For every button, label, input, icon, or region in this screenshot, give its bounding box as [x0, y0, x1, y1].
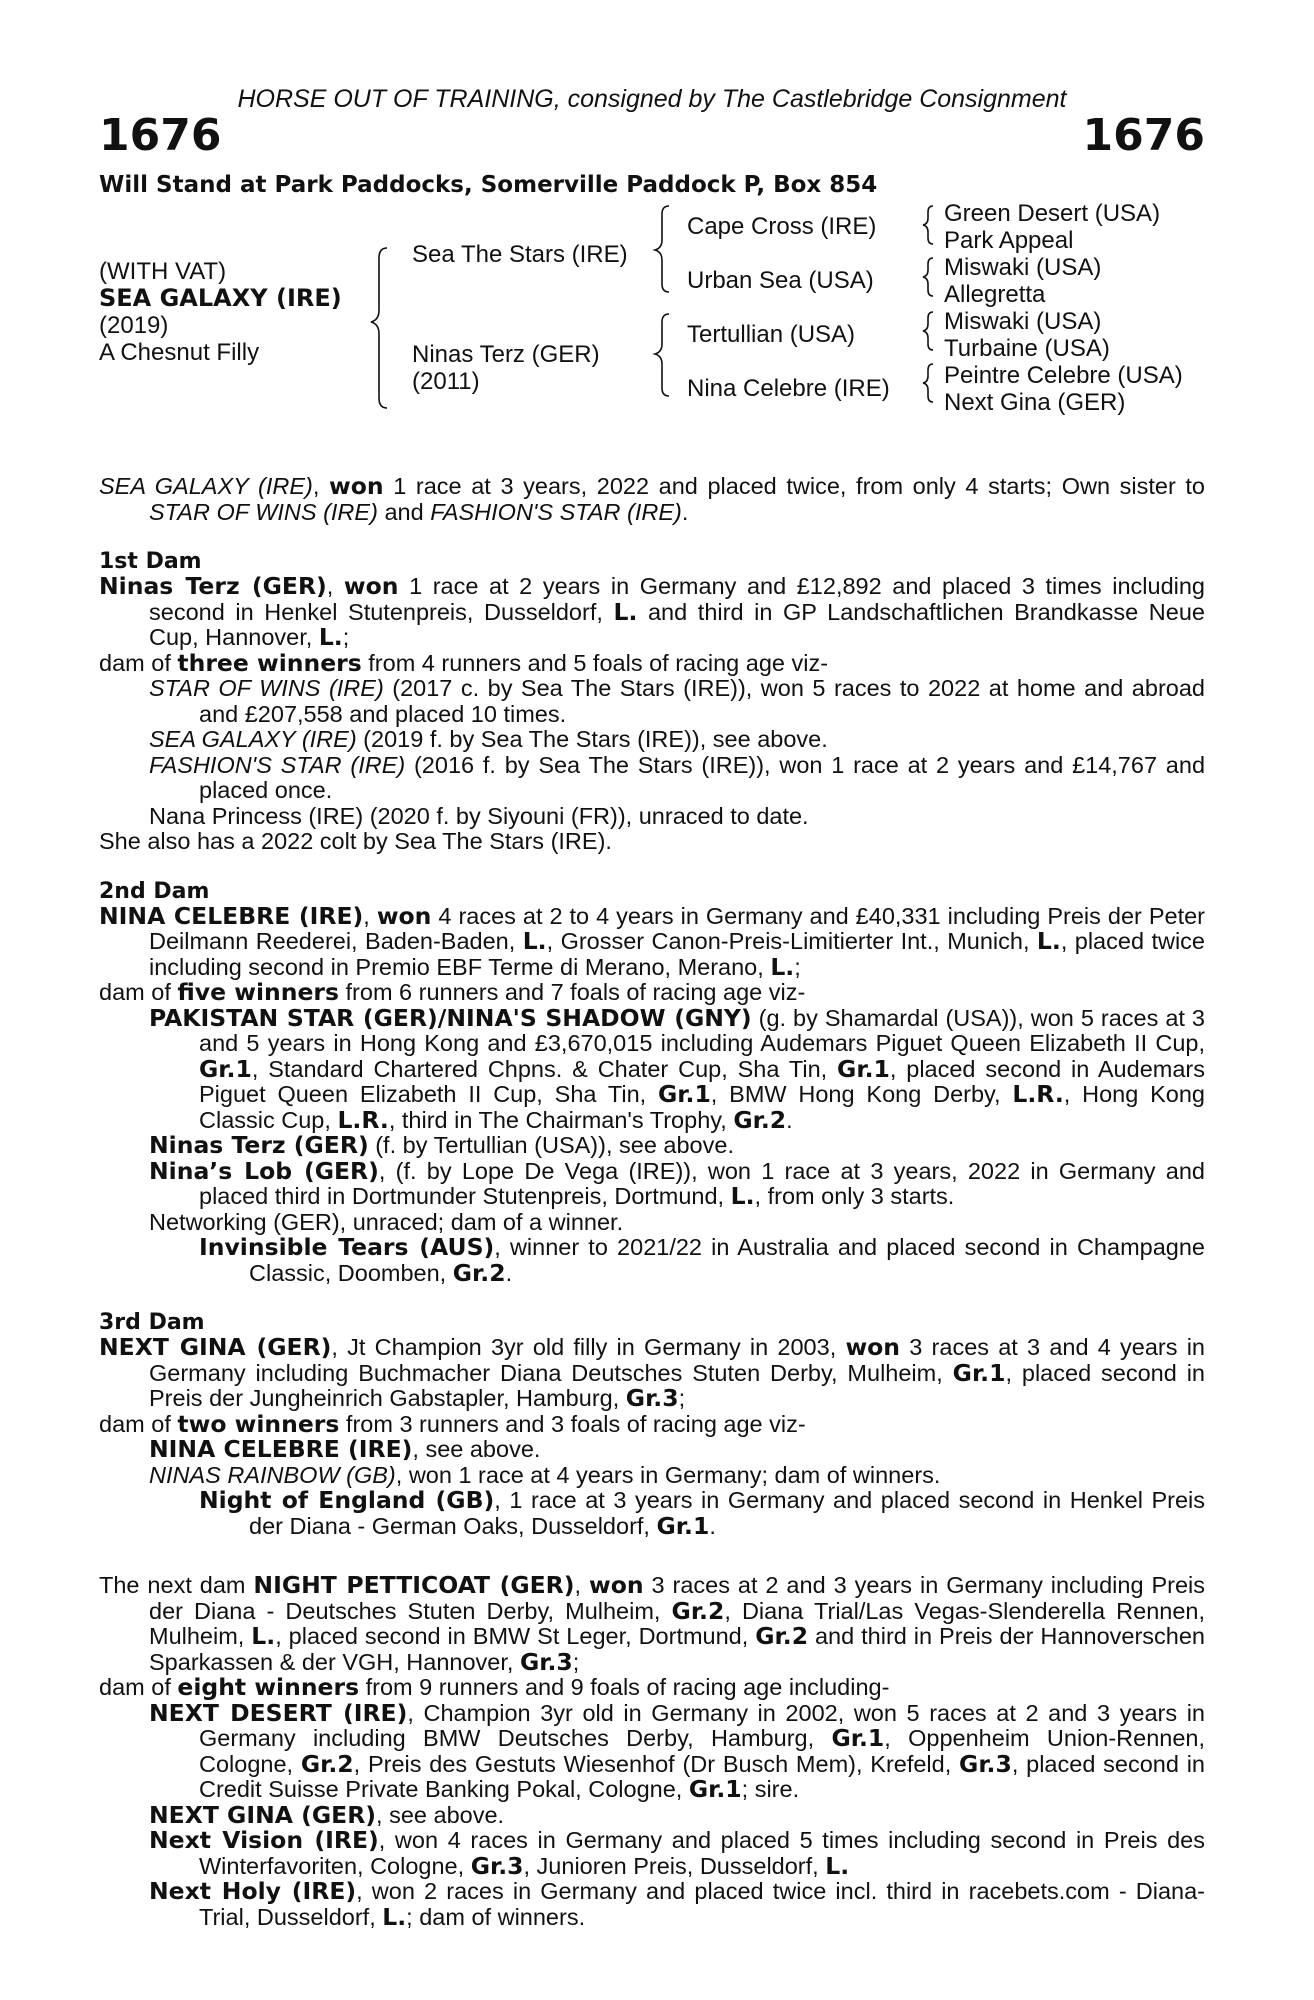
group-label: Gr.3: [519, 1647, 573, 1676]
produce-text: , placed second in Audemars Piguet Queen Elizabeth II Cup, Sha Tin,: [199, 1055, 1205, 1107]
second-dam-name: NINA CELEBRE (IRE): [99, 901, 364, 930]
produce-name: Next Vision (IRE): [149, 1826, 379, 1854]
stand-location: Will Stand at Park Paddocks, Somerville Paddock P, Box 854: [99, 172, 878, 198]
gg-6: Turbaine (USA): [944, 335, 1110, 362]
group-label: Gr.2: [300, 1749, 354, 1778]
record-text: 4 races at 2 to 4 years in Germany and £40,331 including Preis der Peter Deilmann Reederei, Baden-Baden,: [149, 902, 1205, 954]
produce-text: (f. by Tertullian (USA)), see above.: [368, 1132, 734, 1158]
produce-name: Ninas Terz (GER): [149, 1131, 369, 1159]
produce-text: , placed second in Credit Suisse Private Banking Pokal, Cologne,: [199, 1750, 1205, 1802]
gg-1: Green Desert (USA): [944, 200, 1161, 227]
produce-text: , Hong Kong Classic Cup,: [199, 1081, 1205, 1133]
produce-entry: [99, 1879, 1205, 1930]
listed-label: L.: [522, 927, 547, 955]
produce-text: , Standard Chartered Chpns. & Chater Cup, Sha Tin,: [251, 1055, 838, 1082]
dam: Ninas Terz (GER): [412, 341, 600, 368]
produce-name: Nina’s Lob (GER): [149, 1156, 379, 1185]
first-dam-name: Ninas Terz (GER): [99, 572, 327, 600]
consignment-line: HORSE OUT OF TRAINING, consigned by The Castlebridge Consignment: [237, 85, 1067, 113]
group-label: Gr.2: [733, 1105, 787, 1134]
produce-text: , 1 race at 3 years in Germany and placed second in Henkel Preis der Diana - German Oaks, Dusseldorf,: [249, 1487, 1206, 1539]
produce-text: , see above.: [376, 1801, 505, 1828]
produce-text: ; dam of winners.: [406, 1903, 586, 1930]
produce-text: (2016 f. by Sea The Stars (IRE)), won 1 race at 2 years and £14,767 and placed once.: [199, 751, 1206, 803]
lot-number-left: 1676: [99, 110, 222, 161]
record-text: dam of: [99, 979, 178, 1005]
record-text: from 3 runners and 3 foals of racing age viz-: [339, 1410, 806, 1437]
record-text: 1 race at 2 years in Germany and £12,892 and placed 3 times including second in Henkel Stutenpreis, Dusseldorf,: [149, 573, 1205, 625]
produce-text: ; sire.: [741, 1776, 800, 1802]
group-label: Gr.1: [688, 1775, 742, 1803]
listed-label: L.: [613, 597, 638, 626]
third-dam-heading: 3rd Dam: [99, 1310, 205, 1335]
dam-dam: Nina Celebre (IRE): [687, 375, 890, 402]
gg-8: Next Gina (GER): [944, 389, 1126, 416]
intro-sibling-2: FASHION'S STAR (IRE): [430, 498, 682, 525]
second-dam-produce-summary: [99, 980, 1205, 1006]
gg-2: Park Appeal: [944, 227, 1074, 254]
group-label: Gr.3: [625, 1384, 679, 1412]
produce-name: PAKISTAN STAR (GER)/NINA'S SHADOW (GNY): [149, 1003, 752, 1032]
listed-label: L.: [825, 1851, 850, 1880]
intro-paragraph: SEA GALAXY (IRE), won 1 race at 3 years, 2022 and placed twice, from only 4 starts; Own sister to STAR OF WINS (IRE) and FASHION'S STAR (IRE).: [99, 472, 1205, 525]
pedigree-table: [99, 200, 1205, 440]
record-text: dam of: [99, 1674, 178, 1700]
listed-label: L.R.: [337, 1105, 389, 1134]
record-text: from 4 runners and 5 foals of racing age viz-: [361, 649, 829, 676]
produce-text: (2019 f. by Sea The Stars (IRE)), see above.: [356, 726, 828, 752]
horse-description: A Chesnut Filly: [99, 339, 260, 366]
record-text: ;: [572, 1648, 580, 1675]
listed-label: L.: [251, 1622, 276, 1650]
listed-label: L.: [770, 952, 795, 981]
group-label: Gr.2: [452, 1258, 506, 1287]
winners-count: eight winners: [177, 1673, 360, 1701]
record-text: , placed twice including second in Premio EBF Terme di Merano, Merano,: [149, 928, 1205, 980]
record-text: from 6 runners and 7 foals of racing age viz-: [338, 979, 806, 1005]
intro-text: .: [681, 498, 689, 525]
group-label: Gr.1: [952, 1358, 1006, 1387]
produce-entry: [99, 1698, 1206, 1803]
produce-entry: [99, 1003, 1205, 1134]
winners-count: two winners: [177, 1409, 340, 1438]
record-text: , Jt Champion 3yr old filly in Germany in 2003,: [331, 1334, 846, 1360]
produce-text: , from only 3 starts.: [754, 1183, 955, 1209]
produce-entry: [99, 1133, 1205, 1159]
produce-entry: [99, 1437, 1205, 1463]
catalogue-page: [99, 84, 1205, 1930]
record-text: dam of: [99, 1410, 178, 1437]
produce-entry: [99, 1828, 1205, 1879]
gg-3: Miswaki (USA): [944, 254, 1102, 281]
produce-text: , Junioren Preis, Dusseldorf,: [523, 1852, 826, 1879]
group-label: Gr.2: [755, 1622, 809, 1650]
winners-count: five winners: [177, 978, 339, 1006]
record-text: 3 races at 3 and 4 years in Germany including Buchmacher Diana Deutsches Stuten Derby, Mulheim,: [149, 1334, 1205, 1386]
record-text: ;: [678, 1385, 686, 1411]
third-dam-record: [99, 1335, 1205, 1412]
produce-text: , won 4 races in Germany and placed 5 times including second in Preis des Winterfavoriten, Cologne,: [199, 1827, 1205, 1879]
record-text: dam of: [99, 649, 178, 676]
produce-text: , won 1 race at 4 years in Germany; dam of winners.: [395, 1461, 941, 1488]
listed-label: L.: [382, 1902, 407, 1931]
third-dam-name: NEXT GINA (GER): [99, 1333, 332, 1361]
produce-entry: [99, 1463, 1205, 1489]
produce-text: , (f. by Lope De Vega (IRE)), won 1 race at 3 years, 2022 in Germany and placed third in Dortmunder Stutenpreis, Dortmund,: [199, 1157, 1205, 1209]
sire: Sea The Stars (IRE): [412, 241, 628, 268]
dam-sire: Tertullian (USA): [687, 321, 856, 348]
group-label: Gr.2: [671, 1596, 725, 1625]
horse-name: SEA GALAXY (IRE): [99, 284, 342, 312]
vat-note: (WITH VAT): [99, 258, 227, 285]
group-label: Gr.1: [656, 1511, 710, 1540]
gg-4: Allegretta: [944, 281, 1046, 308]
horse-year: (2019): [99, 312, 169, 339]
grand-produce-entry: [99, 1488, 1205, 1539]
fourth-dam-name: NIGHT PETTICOAT (GER): [253, 1571, 575, 1599]
second-dam-heading: 2nd Dam: [99, 878, 210, 904]
grand-produce-entry: [99, 1235, 1205, 1286]
first-dam-produce-summary: [99, 648, 1205, 677]
produce-note: She also has a 2022 colt by Sea The Stars (IRE).: [99, 828, 612, 854]
intro-won: won: [329, 472, 384, 500]
listed-label: L.: [1036, 927, 1061, 955]
lot-number-row: [99, 110, 1205, 162]
second-dam-record: NINA CELEBRE (IRE), won 4 races at 2 to 4 years in Germany and £40,331 including Preis der Peter Deilmann Reederei, Baden-Baden, L., Grosser Canon-Preis-Limitierter Int., Munich, L., placed twice including second in Premio EBF Terme di Merano, Merano, L.;: [99, 901, 1205, 981]
produce-text: , see above.: [412, 1436, 541, 1462]
listed-label: L.: [730, 1182, 755, 1210]
intro-horse-name: SEA GALAXY (IRE): [99, 473, 313, 499]
produce-name: Invinsible Tears (AUS): [199, 1233, 495, 1261]
won-label: won: [343, 572, 399, 600]
produce-entry: [99, 1156, 1205, 1210]
produce-name: Next Holy (IRE): [149, 1877, 357, 1905]
record-text: ;: [794, 953, 801, 980]
group-label: Gr.1: [199, 1054, 252, 1083]
produce-text: , won 2 races in Germany and placed twice incl. third in racebets.com - Diana-Trial, Dusseldorf,: [199, 1878, 1206, 1930]
record-text: from 9 runners and 9 foals of racing age including-: [359, 1674, 890, 1700]
won-label: won: [588, 1571, 644, 1599]
produce-text: , winner to 2021/22 in Australia and placed second in Champagne Classic, Doomben,: [249, 1234, 1205, 1286]
record-text: , placed second in BMW St Leger, Dortmund,: [275, 1623, 756, 1649]
first-dam-heading: 1st Dam: [99, 549, 202, 574]
produce-name: NINAS RAINBOW (GB): [149, 1461, 396, 1488]
fourth-dam-record: The next dam NIGHT PETTICOAT (GER), won 3 races at 2 and 3 years in Germany including Preis der Diana - Deutsches Stuten Derby, Mulheim, Gr.2, Diana Trial/Las Vegas-Slenderella Rennen, Mulheim, L., placed second in BMW St Leger, Dortmund, Gr.2 and third in Preis der Hannoverschen Sparkassen & der VGH, Hannover, Gr.3;: [99, 1571, 1206, 1676]
sire-dam: Urban Sea (USA): [687, 267, 874, 294]
group-label: Gr.3: [959, 1749, 1012, 1778]
record-text: 3 races at 2 and 3 years in Germany including Preis der Diana - Deutsches Stuten Derby, Mulheim,: [149, 1572, 1205, 1624]
first-dam-record: Ninas Terz (GER), won 1 race at 2 years in Germany and £12,892 and placed 3 times including second in Henkel Stutenpreis, Dusseldorf, L. and third in GP Landschaftlichen Brandkasse Neue Cup, Hannover, L.;: [99, 572, 1205, 651]
group-label: Gr.1: [837, 1054, 890, 1083]
produce-entry: [99, 727, 1205, 753]
record-text: , Diana Trial/Las Vegas-Slenderella Rennen, Mulheim,: [149, 1597, 1205, 1649]
record-text: , Grosser Canon-Preis-Limitierter Int., Munich,: [546, 928, 1037, 954]
third-dam-produce-summary: [99, 1409, 1205, 1438]
produce-text: (2017 c. by Sea The Stars (IRE)), won 5 races to 2022 at home and abroad and £207,558 and placed 10 times.: [199, 675, 1205, 727]
produce-text: , Oppenheim Union-Rennen, Cologne,: [199, 1725, 1206, 1777]
record-text: ;: [342, 624, 350, 650]
produce-text: , Preis des Gestuts Wiesenhof (Dr Busch Mem), Krefeld,: [353, 1750, 960, 1777]
group-label: Gr.1: [831, 1724, 885, 1752]
produce-name: NEXT GINA (GER): [149, 1800, 377, 1829]
won-label: won: [376, 901, 432, 930]
produce-entry: [99, 1800, 1205, 1829]
produce-name: NEXT DESERT (IRE): [149, 1698, 408, 1727]
produce-name: FASHION'S STAR (IRE): [149, 751, 406, 778]
intro-text: 1 race at 3 years, 2022 and placed twice, from only 4 starts; Own sister to: [383, 473, 1205, 499]
record-text: The next dam: [99, 1572, 254, 1598]
produce-entry: [99, 753, 1205, 804]
produce-entry: Networking (GER), unraced; dam of a winner.: [149, 1208, 624, 1235]
sire-sire: Cape Cross (IRE): [687, 213, 877, 240]
produce-text: , Champion 3yr old in Germany in 2002, won 5 races at 2 and 3 years in Germany including BMW Deutsches Derby, Hamburg,: [199, 1699, 1205, 1751]
produce-text: , third in The Chairman's Trophy,: [388, 1106, 734, 1133]
lot-number-right: 1676: [1082, 110, 1205, 161]
gg-5: Miswaki (USA): [944, 308, 1102, 335]
gg-7: Peintre Celebre (USA): [944, 362, 1183, 389]
produce-text: (g. by Shamardal (USA)), won 5 races at 3 and 5 years in Hong Kong and £3,670,015 including Audemars Piguet Queen Elizabeth II Cup,: [199, 1004, 1205, 1056]
fourth-dam-produce-summary: [99, 1675, 1205, 1701]
produce-text: .: [505, 1259, 513, 1286]
listed-label: L.: [318, 623, 343, 651]
produce-entry: Nana Princess (IRE) (2020 f. by Siyouni (FR)), unraced to date.: [149, 802, 809, 829]
record-text: and third in Preis der Hannoverschen Sparkassen & der VGH, Hannover,: [149, 1623, 1206, 1675]
group-label: Gr.3: [470, 1851, 524, 1880]
produce-text: .: [786, 1106, 793, 1133]
intro-sibling-1: STAR OF WINS (IRE): [149, 498, 378, 525]
produce-text: , BMW Hong Kong Derby,: [710, 1081, 1013, 1107]
winners-count: three winners: [177, 648, 362, 677]
dam-year: (2011): [412, 368, 480, 395]
produce-name: Night of England (GB): [199, 1486, 495, 1514]
record-text: , placed second in Preis der Jungheinrich Gabstapler, Hamburg,: [149, 1359, 1205, 1411]
intro-text: and: [377, 498, 431, 525]
produce-text: .: [709, 1512, 716, 1539]
won-label: won: [845, 1333, 901, 1361]
group-label: Gr.1: [657, 1080, 711, 1108]
listed-label: L.R.: [1012, 1080, 1064, 1108]
produce-name: NINA CELEBRE (IRE): [149, 1435, 413, 1463]
produce-name: STAR OF WINS (IRE): [149, 675, 384, 701]
produce-name: SEA GALAXY (IRE): [149, 726, 357, 752]
produce-entry: [99, 676, 1205, 727]
record-text: and third in GP Landschaftlichen Brandkasse Neue Cup, Hannover,: [149, 598, 1205, 650]
